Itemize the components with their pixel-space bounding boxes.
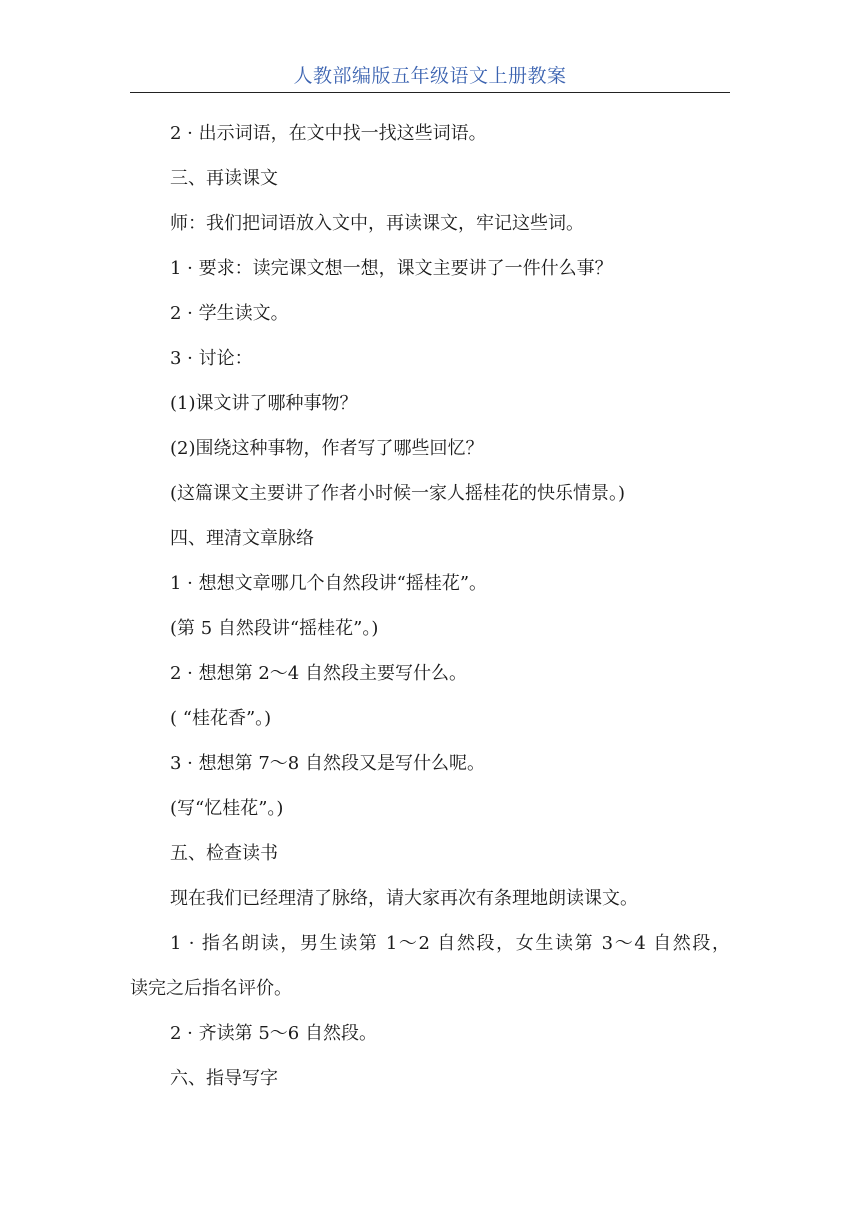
document-title: 人教部编版五年级语文上册教案 [293,65,567,87]
section-heading: 六、指导写字 [170,1068,278,1089]
paragraph-line: 2 · 想想第 2～4 自然段主要写什么。 [170,663,467,684]
paragraph-line: 现在我们已经理清了脉络，请大家再次有条理地朗读课文。 [170,888,638,909]
paragraph-line: 1 · 要求：读完课文想一想，课文主要讲了一件什么事？ [170,258,613,279]
paragraph-line: (写“忆桂花”。) [170,798,284,819]
paragraph-line: 师：我们把词语放入文中，再读课文，牢记这些词。 [170,213,584,234]
page-header [130,62,730,93]
paragraph-line: (这篇课文主要讲了作者小时候一家人摇桂花的快乐情景。) [170,483,626,504]
paragraph-line: (第 5 自然段讲“摇桂花”。) [170,618,379,639]
section-heading: 五、检查读书 [170,843,278,864]
paragraph-line: ( “桂花香”。) [170,708,272,729]
paragraph-line-continued: 读完之后指名评价。 [130,978,292,999]
paragraph-line: 1 · 想想文章哪几个自然段讲“摇桂花”。 [170,573,488,594]
paragraph-line: 2 · 学生读文。 [170,303,289,324]
paragraph-line: 3 · 讨论： [170,348,253,369]
paragraph-line: 2 · 出示词语，在文中找一找这些词语。 [170,123,487,144]
section-heading: 三、再读课文 [170,168,278,189]
paragraph-line: 2 · 齐读第 5～6 自然段。 [170,1023,377,1044]
paragraph-line: (2)围绕这种事物，作者写了哪些回忆？ [170,438,484,459]
paragraph-line: 1 · 指名朗读，男生读第 1～2 自然段，女生读第 3～4 自然段， [170,933,730,954]
section-heading: 四、理清文章脉络 [170,528,314,549]
paragraph-line: 3 · 想想第 7～8 自然段又是写什么呢。 [170,753,485,774]
document-body [130,111,730,1101]
paragraph-line: (1)课文讲了哪种事物？ [170,393,358,414]
